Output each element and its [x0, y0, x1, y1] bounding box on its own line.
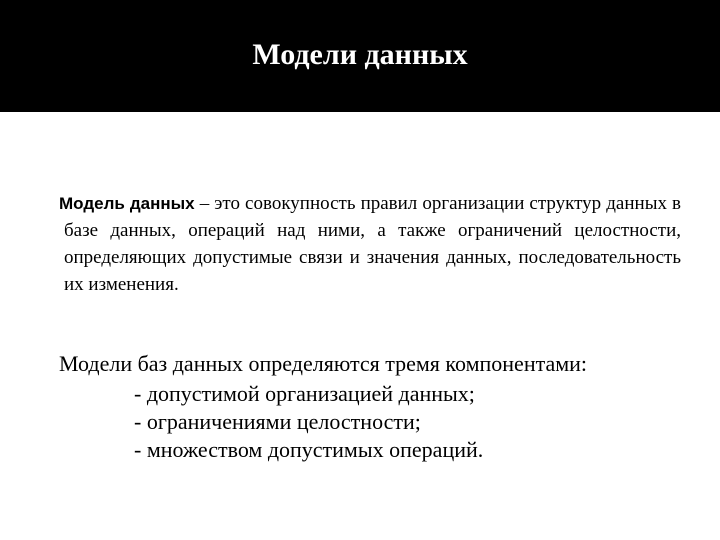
- slide-title: Модели данных: [252, 38, 468, 71]
- list-item: - допустимой организацией данных;: [134, 381, 475, 406]
- definition-paragraph: [59, 190, 681, 298]
- definition-term: Модель данных: [59, 194, 195, 213]
- components-heading: Модели баз данных определяются тремя компонентами:: [59, 351, 588, 376]
- definition-text: – это совокупность правил организации структур данных в базе данных, операций над ними, а также ограничений целостности, определяющих допустимые связи и значения данных, последовательность их изменения.: [64, 193, 681, 295]
- components-list: [59, 380, 699, 464]
- components-block: [59, 350, 699, 464]
- list-item: - ограничениями целостности;: [134, 409, 421, 434]
- list-item: - множеством допустимых операций.: [134, 437, 484, 462]
